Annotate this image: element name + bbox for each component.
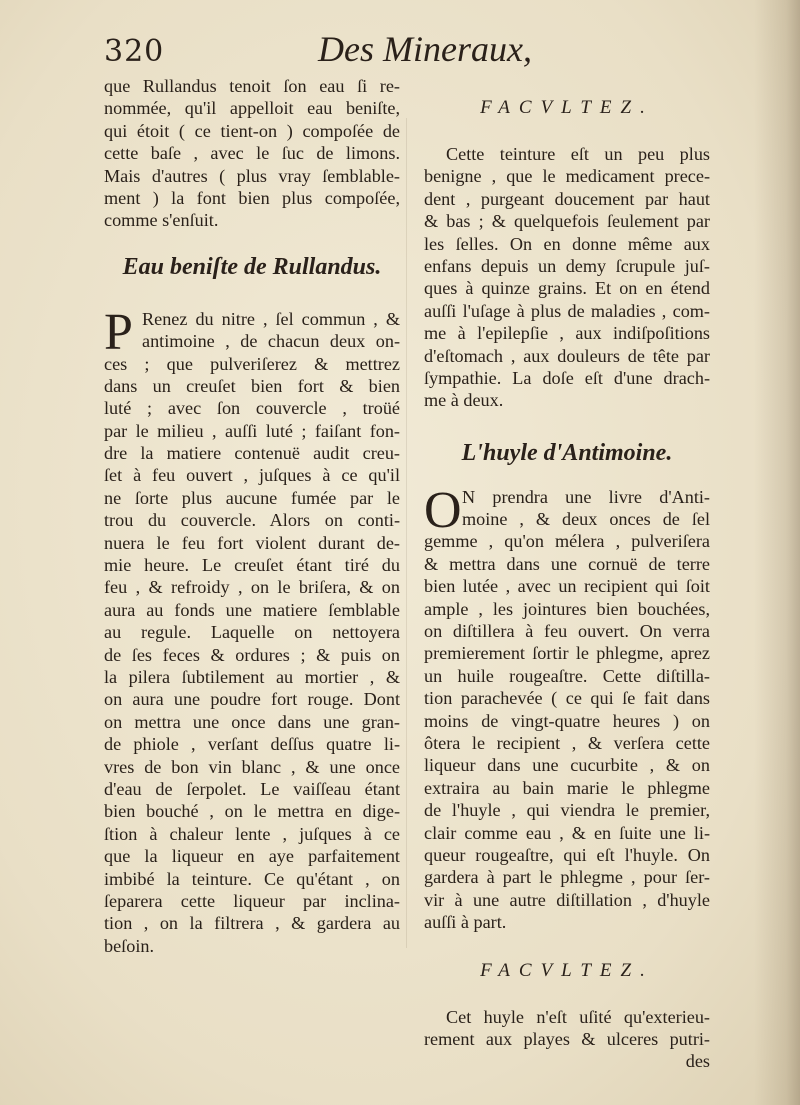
catchword: des xyxy=(685,1051,710,1072)
text-line: on mettra une once dans une gran- xyxy=(104,711,400,732)
text-line: gardera à part le phlegme , pour ſer- xyxy=(424,867,710,888)
column-separator xyxy=(406,118,407,948)
running-title: Des Mineraux, xyxy=(318,29,532,69)
text-line: nuera le feu fort violent durant de- xyxy=(104,532,400,553)
text-line: les ſelles. On en donne même aux xyxy=(424,233,710,254)
text-line: extraira au bain marie le phlegme xyxy=(424,777,710,798)
text-line: dent , purgeant doucement par haut xyxy=(424,188,710,209)
text-line: d'eau de ſerpolet. Le vaiſſeau étant xyxy=(104,778,400,799)
text-line: liqueur dans une cucurbite , & on xyxy=(424,755,710,776)
text-line: on diſtillera à feu ouvert. On verra xyxy=(424,621,710,642)
faculty-heading: FACVLTEZ. xyxy=(480,959,654,981)
text-line: enfans depuis un demy ſcrupule juſ- xyxy=(424,255,710,276)
recipe-paragraph xyxy=(104,303,400,957)
text-line: imbibé la teinture. Ce qu'étant , on xyxy=(104,868,400,889)
text-line: on aura une poudre fort rouge. Dont xyxy=(104,689,400,710)
text-line: dre la matiere contenuë audit creu- xyxy=(104,443,400,464)
text-line: premierement ſortir le phlegme, aprez xyxy=(424,643,710,664)
text-line: tion parachevée ( ce qui ſe fait dans xyxy=(424,688,710,709)
text-line: ſet à feu ouvert , juſques à ce qu'il xyxy=(104,465,400,486)
text-line: tion , on la filtrera , & gardera au xyxy=(104,913,400,934)
faculty-heading: FACVLTEZ. xyxy=(480,97,654,118)
text-line: N prendra une livre d'Anti- xyxy=(462,486,710,507)
text-line: d'eſtomach , aux douleurs de tête par xyxy=(424,345,710,366)
text-line: ſeparera cette liqueur par inclina- xyxy=(104,890,400,911)
text-line: ſympathie. La doſe eſt d'une drach- xyxy=(424,367,710,388)
faculty-paragraph xyxy=(424,1006,710,1073)
text-line: cette baſe , avec le ſuc de limons. xyxy=(104,143,400,164)
text-line: antimoine , de chacun deux on- xyxy=(142,331,400,352)
recipe-paragraph xyxy=(424,481,710,934)
text-line: ôtera le recipient , & verſera cette xyxy=(424,732,710,753)
text-line: benigne , que le medicament prece- xyxy=(424,166,710,187)
page-gutter-shadow xyxy=(754,0,800,1105)
text-line: ample , les jointures bien bouchées, xyxy=(424,598,710,619)
text-line: ne ſorte plus aucune fumée par le xyxy=(104,487,400,508)
text-line: que la liqueur en aye parfaitement xyxy=(104,846,400,867)
text-line: luté ; avec ſon couvercle , troüé xyxy=(104,398,400,419)
text-line: & bas ; & quelquefois ſeulement par xyxy=(424,211,710,232)
section-heading-eau-beniste: Eau beniſte de Rullandus. xyxy=(122,253,382,280)
text-line: qui étoit ( ce tient-on ) compoſée de xyxy=(104,120,400,141)
text-line: ſtion à chaleur lente , juſques à ce xyxy=(104,823,400,844)
text-line: vir à une autre diſtillation , d'huyle xyxy=(424,889,710,910)
text-line: trou du couvercle. Alors on conti- xyxy=(104,510,400,531)
text-line: bien lutée , avec un recipient qui ſoit xyxy=(424,576,710,597)
text-line: queur rougeaſtre, qui eſt l'huyle. On xyxy=(424,844,710,865)
text-line: nommée, qu'il appelloit eau beniſte, xyxy=(104,98,400,119)
page-number: 320 xyxy=(104,34,165,69)
text-line: rement aux playes & ulceres putri- xyxy=(424,1028,710,1049)
text-line: me à l'epilepſie , aux indiſpoſitions xyxy=(424,323,710,344)
text-line: aura au fonds une matiere ſemblable xyxy=(104,599,400,620)
text-line: vres de bon vin blanc , & une once xyxy=(104,756,400,777)
text-line: Cet huyle n'eſt uſité qu'exterieu- xyxy=(446,1006,710,1027)
text-line: clair comme eau , & en ſuite une li- xyxy=(424,822,710,843)
drop-capital: O xyxy=(424,481,462,539)
text-line: par le milieu , auſſi luté ; faiſant fon- xyxy=(104,420,400,441)
text-line: auſſi à part. xyxy=(424,912,507,933)
text-line: ment ) la font bien plus compoſée, xyxy=(104,187,400,208)
text-line: me à deux. xyxy=(424,390,504,411)
text-line: beſoin. xyxy=(104,935,155,956)
text-line: de l'huyle , qui viendra le premier, xyxy=(424,800,710,821)
text-line: Renez du nitre , ſel commun , & xyxy=(142,308,400,329)
text-line: gemme , qu'on mélera , pulveriſera xyxy=(424,531,710,552)
page-header xyxy=(0,28,800,78)
text-line: ces ; que pulveriſerez & mettrez xyxy=(104,353,400,374)
text-line: un huile rougeaſtre. Cette diſtilla- xyxy=(424,665,710,686)
text-line: de phiole , verſant deſſus quatre li- xyxy=(104,734,400,755)
text-line: moins de vingt-quatre heures ) on xyxy=(424,710,710,731)
text-line: comme s'enſuit. xyxy=(104,210,219,231)
intro-paragraph xyxy=(104,75,400,232)
text-line: Cette teinture eſt un peu plus xyxy=(446,144,710,164)
left-column xyxy=(104,75,400,957)
text-line: & mettra dans une cornuë de terre xyxy=(424,553,710,574)
drop-capital: P xyxy=(104,303,133,361)
faculty-paragraph xyxy=(424,143,710,412)
text-line: bien bouché , on le mettra en dige- xyxy=(104,801,400,822)
text-line: que Rullandus tenoit ſon eau ſi re- xyxy=(104,76,400,96)
text-line: feu , & refroidy , on le briſera, & on xyxy=(104,577,400,598)
text-line: mie heure. Le creuſet étant tiré du xyxy=(104,555,400,576)
text-line: auſſi l'uſage à plus de maladies , com- xyxy=(424,300,710,321)
text-line: ques à quinze grains. Et on en étend xyxy=(424,278,710,299)
text-line: au regule. Laquelle on nettoyera xyxy=(104,622,400,643)
text-line: la pilera ſubtilement au mortier , & xyxy=(104,666,400,687)
text-line: Mais d'autres ( plus vray ſemblable- xyxy=(104,165,400,186)
section-heading-huyle-antimoine: L'huyle d'Antimoine. xyxy=(461,439,673,466)
text-line: moine , & deux onces de ſel xyxy=(462,509,710,530)
text-line: dans un creuſet bien fort & bien xyxy=(104,375,400,396)
text-line: de ſes feces & ordures ; & puis on xyxy=(104,644,400,665)
right-column xyxy=(424,75,710,1073)
